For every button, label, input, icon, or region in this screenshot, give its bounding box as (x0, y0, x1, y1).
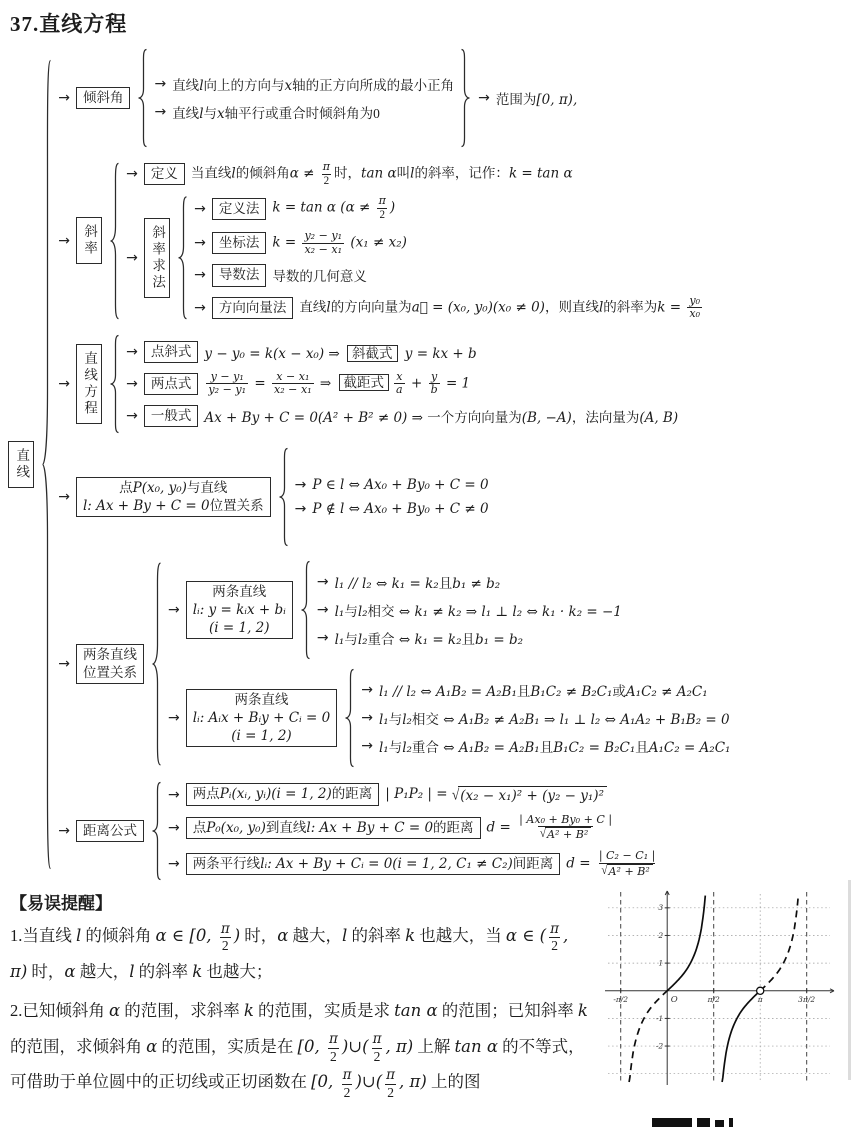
leaf-inclination-zero (154, 102, 454, 122)
leaf-inclination-def (154, 74, 454, 94)
arrow-icon: → (58, 655, 70, 672)
arrow-icon: → (194, 299, 206, 316)
node-label: 斜率求法 (144, 218, 170, 298)
fraction: $\frac{\text{y₂ − y₁}}{\text{x₂ − x₁}}$ (304, 228, 343, 256)
fraction: $\frac{\text{x − x₁}}{\text{x₂ − x₁}}$ (273, 369, 312, 397)
leaf-coincide-A (361, 736, 730, 756)
branch-general-pair (168, 668, 731, 768)
formula: y − y₀ = k(x − x₀) ⇒ 斜截式 y = kx + b (204, 345, 477, 362)
leaf-point-off-line (295, 501, 489, 517)
leaf-intersect-k (317, 600, 622, 620)
formula: | P₁P₂ | = √ (x₂ − x₁)² + (y₂ − y₁)² (385, 786, 607, 804)
fraction: $\frac{\pi}{2}$ (386, 1067, 396, 1100)
fraction: $\frac{\pi}{2}$ (322, 160, 331, 187)
node-label: 斜率 (76, 217, 102, 264)
branch-inclination-angle (58, 48, 730, 148)
fraction: $\frac{x}{a}$ (396, 369, 403, 397)
arrow-icon: → (167, 819, 180, 836)
leaf-coincide-k (317, 628, 622, 648)
scan-artifact (848, 880, 851, 1080)
node-label: 两条平行线lᵢ: Ax + By + Cᵢ = 0(i = 1, 2, C₁ ≠ C₂)间距离 (186, 853, 561, 875)
arrow-icon: → (294, 500, 307, 517)
arrow-icon: → (58, 822, 70, 839)
node-label: 点P(x₀, y₀)与直线 l: Ax + By + C = 0位置关系 (76, 477, 271, 517)
radical: √ (x₂ − x₁)² + (y₂ − y₁)² (452, 786, 607, 804)
open-brace-icon (150, 560, 162, 768)
node-label: 直线方程 (76, 344, 102, 424)
fraction: | C₂ − C₁ | √ A² + B² (598, 849, 656, 878)
arrow-icon: → (154, 76, 167, 92)
arrow-icon: → (126, 250, 138, 267)
branch-slope-intercept-pair (168, 560, 731, 660)
fraction: $\frac{\pi}{2}$ (372, 1031, 382, 1064)
fraction: $\frac{\pi}{2}$ (342, 1067, 352, 1100)
svg-text:O: O (670, 994, 678, 1005)
leaf-point-line-distance (168, 814, 659, 842)
fraction: | Ax₀ + By₀ + C | √ A² + B² (519, 812, 613, 842)
arrow-icon: → (126, 166, 138, 183)
node-label: 距离公式 (76, 820, 144, 842)
fraction: $\frac{\pi}{2}$ (378, 194, 386, 222)
children-group (295, 477, 489, 517)
node-label: 方向向量法 (212, 297, 294, 319)
formula: 导数的几何意义 (272, 269, 367, 285)
leaf-method-derivative (194, 264, 704, 286)
svg-text:2: 2 (658, 930, 664, 940)
node-label: 点P₀(x₀, y₀)到直线l: Ax + By + C = 0的距离 (186, 817, 481, 839)
formula: P ∉ l ⇔ Ax₀ + By₀ + C ≠ 0 (312, 500, 489, 517)
leaf-method-direction-vector (194, 295, 704, 321)
children-group (126, 161, 704, 321)
radical: √ A² + B² (540, 827, 591, 842)
page-title: 37.直线方程 (10, 12, 128, 36)
reminder-section (10, 889, 842, 1100)
formula: 直线l的方向向量为a⃗ = (x₀, y₀)(x₀ ≠ 0)，则直线l的斜率为k = $\frac{\text{y₀}}{\text{x₀}}$ (299, 293, 701, 321)
branch-two-lines-relation (58, 560, 730, 768)
children-group (154, 74, 454, 122)
leaf-two-point-distance (168, 783, 659, 805)
formula: k = tan α (α ≠ $\frac{\pi}{2}$ ) (272, 194, 396, 222)
svg-text:-1: -1 (655, 1013, 664, 1023)
children-group (168, 560, 731, 768)
leaf-parallel-A (361, 680, 730, 700)
children-group (58, 48, 730, 881)
arrow-icon: → (361, 681, 373, 698)
svg-text:1: 1 (658, 958, 664, 968)
open-brace-icon (40, 48, 52, 881)
reminder-paragraph-1: 1.当直线 l 的倾斜角 α ∈ [0, $\frac{\pi}{2}$ ) 时，α 越大，l 的斜率 k 也越大，当 α ∈ ( $\frac{\pi}{2}$ , π) 时，α 越大，l 的斜率 k 也越大； (10, 920, 569, 981)
node-label: 两点式 (144, 373, 199, 395)
leaf-intersect-A (361, 708, 730, 728)
formula: P ∈ l ⇔ Ax₀ + By₀ + C = 0 (312, 476, 489, 493)
node-label: 定义 (144, 163, 185, 185)
formula: d = | Ax₀ + By₀ + C | √ A² + B² (486, 812, 613, 842)
leaf-two-point-form (126, 371, 678, 397)
node-label: 两条直线 lᵢ: y = kᵢx + bᵢ (i = 1, 2) (186, 581, 293, 640)
open-brace-icon (136, 48, 148, 148)
arrow-icon: → (58, 232, 70, 249)
node-label: 直线 (8, 441, 34, 488)
fraction: $\frac{\text{y − y₁}}{\text{y₂ − y₁}}$ (208, 369, 247, 397)
formula: d = | C₂ − C₁ | √ A² + B² (566, 849, 656, 878)
fraction: $\frac{\pi}{2}$ (220, 920, 230, 954)
open-brace-icon (277, 447, 289, 547)
arrow-icon: → (58, 90, 70, 106)
fraction: $\frac{\pi}{2}$ (550, 920, 560, 954)
arrow-icon: → (316, 601, 329, 618)
node-label: 定义法 (212, 198, 267, 220)
tail-note: → 范围为[0, π), (478, 90, 578, 108)
arrow-icon: → (194, 267, 206, 284)
arrow-icon: → (167, 856, 180, 873)
svg-text:π: π (757, 994, 763, 1004)
arrow-icon: → (154, 104, 167, 120)
formula: l₁ // l₂ ⇔ A₁B₂ = A₂B₁且B₁C₂ ≠ B₂C₁或A₁C₂ ≠ A₂C₁ (378, 683, 708, 700)
arrow-icon: → (316, 573, 329, 590)
arrow-icon: → (361, 737, 373, 754)
open-brace-icon (343, 668, 355, 768)
children-group (317, 572, 622, 648)
arrow-icon: → (478, 90, 490, 106)
formula: 直线l向上的方向与x轴的正方向所成的最小正角 (172, 78, 455, 94)
arrow-icon: → (126, 408, 138, 425)
formula: l₁与l₂重合 ⇔ k₁ = k₂且b₁ = b₂ (334, 631, 524, 648)
svg-text:π/2: π/2 (707, 994, 720, 1004)
tangent-graph (602, 889, 838, 1101)
children-group (194, 195, 704, 321)
arrow-icon: → (58, 375, 70, 392)
reminder-paragraph-2: 2.已知倾斜角 α 的范围，求斜率 k 的范围，实质是求 tan α 的范围；已知斜率 k 的范围，求倾斜角 α 的范围，实质是在 [0, $\frac{\pi}{2}$ )∪( $\frac{\pi}{2}$ , π) 上解 tan α 的不等式，可借助于单位圆中的正切线或正切函数在 [0, $\frac{\pi}{2}$ )∪( $\frac{\pi}{2}$ , π) 上的图 (10, 1001, 588, 1100)
root-line (8, 48, 852, 881)
fraction: $\frac{y}{b}$ (430, 369, 438, 397)
branch-slope-definition (126, 161, 704, 187)
node-label: 两点Pᵢ(xᵢ, yᵢ)(i = 1, 2)的距离 (186, 783, 380, 805)
node-label: 两条直线 lᵢ: Aᵢx + Bᵢy + Cᵢ = 0 (i = 1, 2) (186, 689, 338, 748)
formula: Ax + By + C = 0(A² + B² ≠ 0) ⇒ 一个方向向量为(B, −A)，法向量为(A, B) (204, 410, 679, 427)
open-brace-icon (150, 781, 162, 881)
arrow-icon: → (361, 709, 373, 726)
open-brace-icon (299, 560, 311, 660)
children-group (168, 783, 659, 878)
children-group (126, 341, 678, 428)
arrow-icon: → (58, 488, 70, 505)
leaf-point-on-line (295, 477, 489, 493)
children-group (361, 680, 730, 756)
node-label: 两条直线 位置关系 (76, 644, 144, 684)
formula: 当直线l的倾斜角α ≠ $\frac{\pi}{2}$ 时，tan α叫l的斜率，记作：k = tan α (190, 160, 573, 187)
arrow-icon: → (167, 786, 180, 803)
leaf-method-definition (194, 195, 704, 221)
leaf-parallel-k (317, 572, 622, 592)
fraction: $\frac{\pi}{2}$ (328, 1031, 338, 1064)
formula: l₁与l₂相交 ⇔ k₁ ≠ k₂ ⇒ l₁ ⊥ l₂ ⇔ k₁ · k₂ = −1 (334, 603, 622, 620)
radical: √ A² + B² (601, 864, 652, 879)
arrow-icon: → (194, 200, 206, 217)
reminder-title: 【易误提醒】 (10, 893, 112, 913)
arrow-icon: → (126, 343, 138, 360)
node-label: 一般式 (144, 405, 199, 427)
inline-box-label: 截距式 (339, 374, 390, 391)
concept-tree (8, 48, 852, 881)
fraction: $\frac{\text{y₀}}{\text{x₀}}$ (689, 293, 701, 321)
arrow-icon: → (294, 476, 307, 493)
leaf-parallel-lines-distance (168, 850, 659, 878)
arrow-icon: → (167, 601, 180, 618)
leaf-method-coordinates (194, 230, 704, 256)
svg-text:3: 3 (658, 903, 664, 913)
tangent-plot-svg (602, 889, 838, 1101)
svg-text:3π/2: 3π/2 (798, 994, 816, 1004)
node-label: 倾斜角 (76, 87, 131, 109)
arrow-icon: → (316, 629, 329, 646)
node-label: 坐标法 (212, 232, 267, 254)
formula: $\frac{\text{y − y₁}}{\text{y₂ − y₁}}$ = $\frac{\text{x − x₁}}{\text{x₂ − x₁}}$ ⇒ 截距式 $\frac{x}{a}$ + $\frac{y}{b}$ = 1 (208, 369, 471, 397)
arrow-icon: → (194, 235, 206, 252)
node-label: 点斜式 (144, 341, 199, 363)
branch-line-equations (58, 334, 730, 434)
branch-distance-formulas (58, 781, 730, 881)
inline-box-label: 斜截式 (347, 345, 398, 362)
formula: 直线l与x轴平行或重合时倾斜角为0 (172, 106, 380, 122)
formula: l₁与l₂相交 ⇔ A₁B₂ ≠ A₂B₁ ⇒ l₁ ⊥ l₂ ⇔ A₁A₂ + B₁B₂ = 0 (378, 711, 730, 728)
branch-slope (58, 161, 730, 321)
svg-text:-π/2: -π/2 (613, 994, 629, 1004)
branch-slope-methods (126, 195, 704, 321)
svg-text:-2: -2 (655, 1041, 664, 1051)
arrow-icon: → (167, 709, 180, 726)
leaf-point-slope-form (126, 341, 678, 363)
notes-page (0, 8, 852, 1127)
branch-point-line-relation (58, 447, 730, 547)
arrow-icon: → (126, 375, 138, 392)
leaf-general-form (126, 405, 678, 427)
open-brace-icon (108, 161, 120, 321)
close-brace-icon (460, 48, 472, 148)
node-label: 导数法 (212, 264, 267, 286)
open-brace-icon (108, 334, 120, 434)
open-brace-icon (176, 195, 188, 321)
formula: l₁ // l₂ ⇔ k₁ = k₂且b₁ ≠ b₂ (334, 575, 501, 592)
formula: k = $\frac{\text{y₂ − y₁}}{\text{x₂ − x₁}}$ (x₁ ≠ x₂) (272, 228, 407, 256)
formula: l₁与l₂重合 ⇔ A₁B₂ = A₂B₁且B₁C₂ = B₂C₁且A₁C₂ = A₂C₁ (378, 739, 731, 756)
